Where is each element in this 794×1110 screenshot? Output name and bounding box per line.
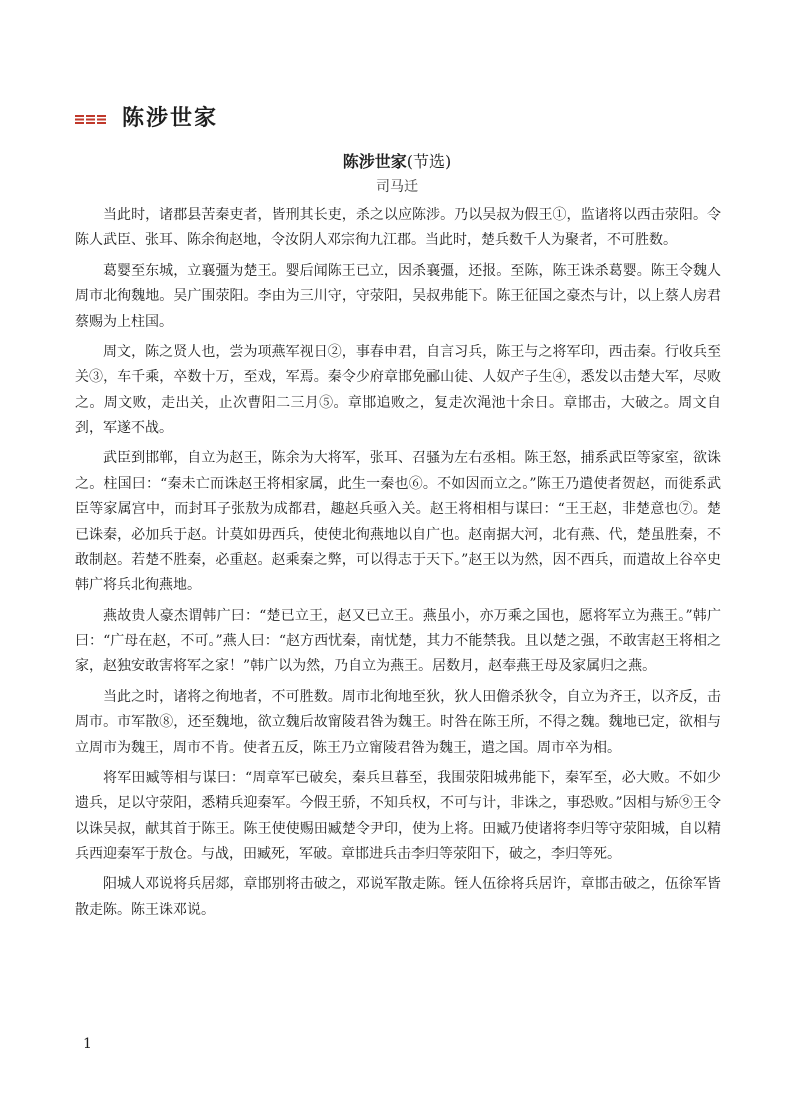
page-number: 1 (83, 1036, 92, 1052)
paragraph: 将军田臧等相与谋曰：“周章军已破矣，秦兵旦暮至，我围荥阳城弗能下，秦军至，必大败。不如少遗兵，足以守荥阳，悉精兵迎秦军。今假王骄，不知兵权，不可与计，非诛之，事恐败。”因相与矫⑨王令以诛吴叔，献其首于陈王。陈王使使赐田臧楚令尹印，使为上将。田臧乃使诸将李归等守荥阳城，自以精兵西迎秦军于敖仓。与战，田臧死，军破。章邯进兵击李归等荥阳下，破之，李归等死。 (75, 769, 721, 863)
paragraph: 当此之时，诸将之徇地者，不可胜数。周市北徇地至狄，狄人田儋杀狄令，自立为齐王，以齐反，击周市。市军散⑧，还至魏地，欲立魏后故甯陵君咎为魏王。时咎在陈王所，不得之魏。魏地已定，欲相与立周市为魏王，周市不肯。使者五反，陈王乃立甯陵君咎为魏王，遣之国。周市卒为相。 (75, 688, 721, 756)
article-body (75, 203, 721, 928)
paragraph: 阳城人邓说将兵居郯，章邯别将击破之，邓说军散走陈。铚人伍徐将兵居许，章邯击破之，伍徐军皆散走陈。陈王诛邓说。 (75, 876, 721, 918)
article-title-subtitle: (节选) (406, 152, 452, 171)
paragraph: 当此时，诸郡县苦秦吏者，皆刑其长吏，杀之以应陈涉。乃以吴叔为假王①，监诸将以西击荥阳。令陈人武臣、张耳、陈余徇赵地，令汝阴人邓宗徇九江郡。当此时，楚兵数千人为聚者，不可胜数。 (75, 207, 721, 249)
paragraph: 燕故贵人豪杰谓韩广曰：“楚已立王，赵又已立王。燕虽小，亦万乘之国也，愿将军立为燕王。”韩广曰：“广母在赵，不可。”燕人曰：“赵方西忧秦，南忧楚，其力不能禁我。且以楚之强，不敢害赵王将相之家，赵独安敢害将军之家！”韩广以为然，乃自立为燕王。居数月，赵奉燕王母及家属归之燕。 (75, 607, 721, 675)
paragraph: 武臣到邯郸，自立为赵王，陈余为大将军，张耳、召骚为左右丞相。陈王怒，捕系武臣等家室，欲诛之。柱国曰：“秦未亡而诛赵王将相家属，此生一秦也⑥。不如因而立之。”陈王乃遣使者贺赵，而徙系武臣等家属宫中，而封耳子张敖为成都君，趣赵兵亟入关。赵王将相相与谋曰：“王王赵，非楚意也⑦。楚已诛秦，必加兵于赵。计莫如毋西兵，使使北徇燕地以自广也。赵南据大河，北有燕、代，楚虽胜秦，不敢制赵。若楚不胜秦，必重赵。赵乘秦之弊，可以得志于天下。”赵王以为然，因不西兵，而遣故上谷卒史韩广将兵北徇燕地。 (75, 450, 721, 594)
author-name: 司马迁 (376, 179, 418, 195)
article-title-main: 陈涉世家 (342, 152, 407, 171)
article-title (0, 149, 794, 172)
paragraph: 周文，陈之贤人也，尝为项燕军视日②，事春申君，自言习兵，陈王与之将军印，西击秦。行收兵至关③，车千乘，卒数十万，至戏，军焉。秦令少府章邯免郦山徒、人奴产子生④，悉发以击楚大军，尽败之。周文败，走出关，止次曹阳二三月⑤。章邯追败之，复走次渑池十余日。章邯击，大破之。周文自刭，军遂不战。 (75, 343, 721, 437)
decorative-stripes-icon (75, 113, 107, 125)
section-heading: 陈涉世家 (122, 105, 219, 131)
paragraph: 葛婴至东城，立襄彊为楚王。婴后闻陈王已立，因杀襄彊，还报。至陈，陈王诛杀葛婴。陈王令魏人周市北徇魏地。吴广围荥阳。李由为三川守，守荥阳，吴叔弗能下。陈王征国之豪杰与计，以上蔡人房君蔡赐为上柱国。 (75, 262, 721, 330)
